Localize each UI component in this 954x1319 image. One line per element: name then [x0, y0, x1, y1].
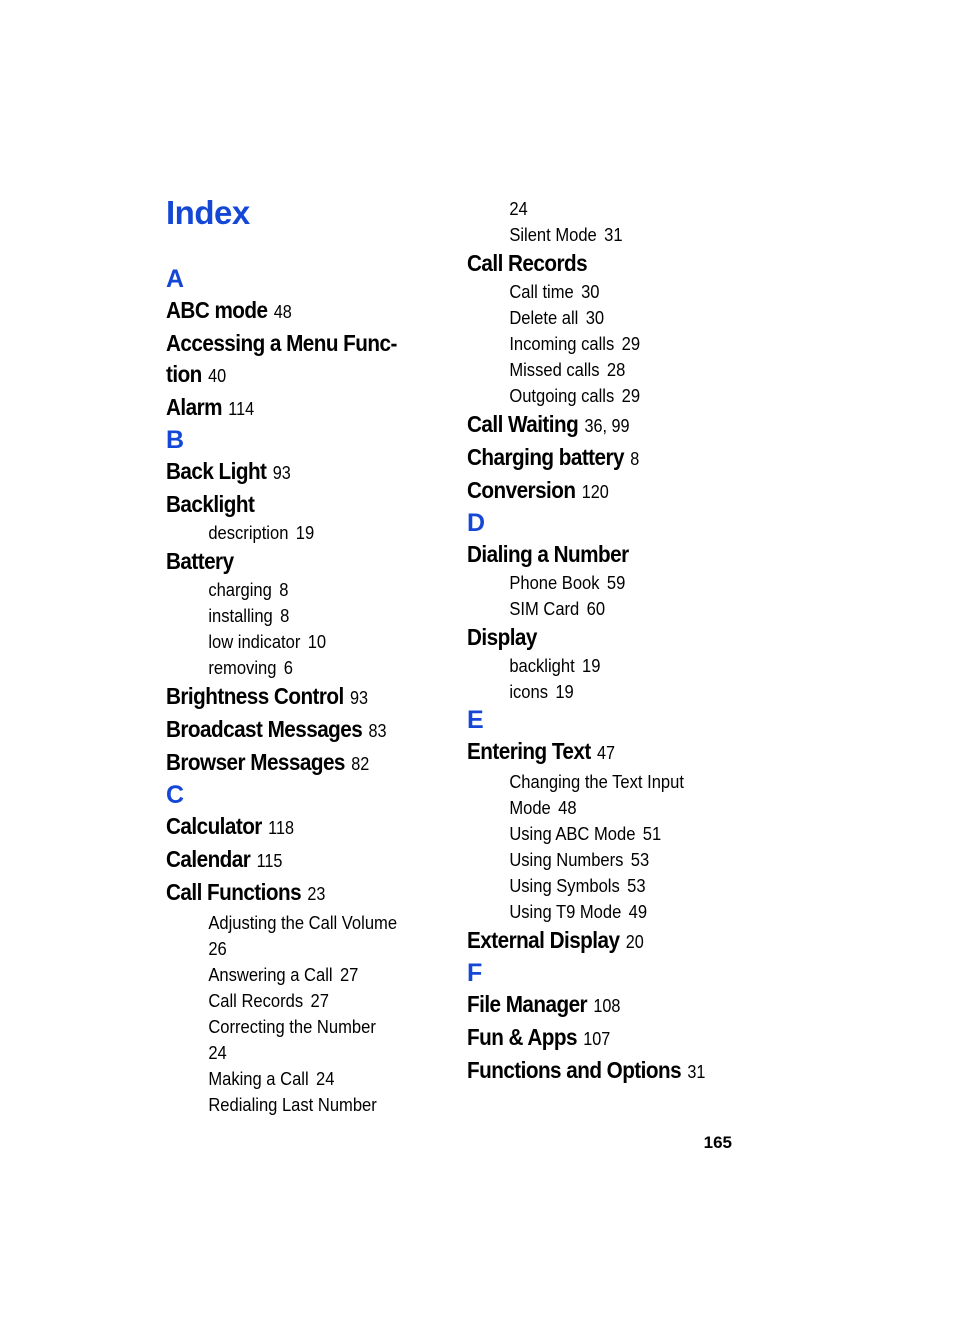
- subentry-page: 26: [208, 939, 227, 959]
- subentry-battery-removing: [166, 655, 433, 681]
- page-title: Index: [166, 194, 250, 231]
- subentry-text: Delete all: [509, 308, 579, 328]
- entry-brightness-control: [166, 681, 427, 714]
- entry-term: Alarm: [166, 394, 222, 420]
- subentry-page: 19: [295, 523, 315, 543]
- subentry-text: removing: [208, 658, 277, 678]
- subentry-battery-installing: [166, 603, 433, 629]
- entry-term: Accessing a Menu Func-: [166, 330, 397, 356]
- subentry-changing-text-input-mode: [467, 795, 734, 821]
- entry-page: 8: [630, 449, 640, 469]
- entry-page: 115: [256, 851, 283, 871]
- subentry-page: 6: [283, 658, 294, 678]
- entry-term: Calendar: [166, 846, 251, 872]
- entry-page: 114: [228, 399, 255, 419]
- entry-term: Functions and Options: [467, 1057, 682, 1083]
- subentry-page: 60: [586, 599, 606, 619]
- entry-call-waiting: [467, 409, 728, 442]
- subentry-delete-all: [467, 305, 734, 331]
- entry-dialing-number: [467, 539, 728, 570]
- entry-accessing-menu-line1: [166, 328, 427, 359]
- entry-term: Back Light: [166, 458, 267, 484]
- subentry-page: 19: [582, 656, 601, 676]
- subentry-phone-book: [467, 570, 734, 596]
- entry-conversion: [467, 475, 728, 508]
- subentry-page: 10: [307, 632, 327, 652]
- subentry-page: 48: [558, 798, 577, 818]
- subentry-page: 24: [208, 1043, 227, 1063]
- subentry-silent-mode: [467, 222, 734, 248]
- entry-page: 120: [581, 482, 609, 502]
- section-letter-c: C: [166, 781, 185, 809]
- subentry-page: 30: [581, 282, 600, 302]
- entry-page: 108: [593, 996, 621, 1016]
- entry-page: 48: [273, 302, 292, 322]
- subentry-page: 27: [310, 991, 329, 1011]
- subentry-text: charging: [208, 580, 272, 600]
- subentry-redialing-page: [467, 196, 734, 222]
- subentry-text: Mode: [509, 798, 551, 818]
- entry-display: [467, 622, 728, 653]
- subentry-display-backlight: [467, 653, 734, 679]
- entry-entering-text: [467, 736, 728, 769]
- subentry-page: 51: [642, 824, 662, 844]
- entry-term: File Manager: [467, 991, 588, 1017]
- subentry-text: Changing the Text Input: [509, 772, 684, 792]
- entry-page: 107: [583, 1029, 611, 1049]
- subentry-using-numbers: [467, 847, 734, 873]
- subentry-page: 30: [585, 308, 605, 328]
- subentry-backlight-description: [166, 520, 433, 546]
- entry-fun-apps: [467, 1022, 728, 1055]
- subentry-text: Outgoing calls: [509, 386, 615, 406]
- subentry-text: Call Records: [208, 991, 304, 1011]
- subentry-call-records: [166, 988, 433, 1014]
- subentry-page: 31: [604, 225, 623, 245]
- subentry-text: Adjusting the Call Volume: [208, 913, 398, 933]
- subentry-page: 29: [621, 334, 641, 354]
- subentry-page: 29: [621, 386, 641, 406]
- section-letter-b: B: [166, 426, 185, 454]
- entry-calendar: [166, 844, 427, 877]
- subentry-text: Using Symbols: [509, 876, 620, 896]
- subentry-text: description: [208, 523, 289, 543]
- subentry-page: 27: [339, 965, 359, 985]
- entry-term: Call Functions: [166, 879, 302, 905]
- subentry-text: Making a Call: [208, 1069, 309, 1089]
- entry-page: 36, 99: [584, 416, 630, 436]
- subentry-outgoing-calls: [467, 383, 734, 409]
- subentry-text: icons: [509, 682, 548, 702]
- subentry-page: 28: [606, 360, 626, 380]
- entry-page: 83: [368, 721, 387, 741]
- subentry-page: 53: [627, 876, 646, 896]
- subentry-using-symbols: [467, 873, 734, 899]
- entry-term: Call Records: [467, 250, 588, 276]
- entry-page: 118: [268, 818, 294, 838]
- entry-term: Browser Messages: [166, 749, 345, 775]
- subentry-page: 8: [280, 606, 290, 626]
- entry-external-display: [467, 925, 728, 958]
- section-letter-e: E: [467, 706, 484, 734]
- section-letter-a: A: [166, 265, 185, 293]
- entry-term: Call Waiting: [467, 411, 579, 437]
- section-letter-d: D: [467, 509, 486, 537]
- entry-term: External Display: [467, 927, 620, 953]
- subentry-page: 24: [316, 1069, 335, 1089]
- entry-alarm: [166, 392, 427, 425]
- entry-call-records: [467, 248, 728, 279]
- subentry-text: low indicator: [208, 632, 301, 652]
- entry-term: Broadcast Messages: [166, 716, 363, 742]
- subentry-page: 19: [555, 682, 574, 702]
- subentry-text: Using T9 Mode: [509, 902, 622, 922]
- right-column: [467, 196, 757, 1088]
- subentry-correcting-number: [166, 1014, 433, 1040]
- subentry-text: Using Numbers: [509, 850, 624, 870]
- subentry-page: 8: [279, 580, 289, 600]
- entry-term: Display: [467, 624, 537, 650]
- subentry-answering-call: [166, 962, 433, 988]
- subentry-display-icons: [467, 679, 734, 705]
- subentry-text: Incoming calls: [509, 334, 615, 354]
- subentry-redialing-last-number: [166, 1092, 433, 1118]
- subentry-incoming-calls: [467, 331, 734, 357]
- subentry-page: 53: [630, 850, 650, 870]
- subentry-text: Phone Book: [509, 573, 600, 593]
- entry-page: 40: [208, 366, 227, 386]
- subentry-text: Missed calls: [509, 360, 600, 380]
- left-column: [166, 192, 456, 1118]
- entry-page: 47: [597, 743, 616, 763]
- entry-page: 20: [625, 932, 644, 952]
- entry-browser-messages: [166, 747, 427, 780]
- subentry-text: Silent Mode: [509, 225, 597, 245]
- subentry-battery-charging: [166, 577, 433, 603]
- subentry-text: SIM Card: [509, 599, 580, 619]
- entry-page: 23: [307, 884, 326, 904]
- subentry-changing-text-input: [467, 769, 734, 795]
- entry-page: 82: [351, 754, 370, 774]
- entry-broadcast-messages: [166, 714, 427, 747]
- entry-battery: [166, 546, 427, 577]
- subentry-text: Using ABC Mode: [509, 824, 636, 844]
- subentry-adjusting-call-volume: [166, 910, 433, 936]
- entry-functions-options: [467, 1055, 728, 1088]
- entry-file-manager: [467, 989, 728, 1022]
- entry-term: Charging battery: [467, 444, 624, 470]
- subentry-making-call: [166, 1066, 433, 1092]
- entry-page: 31: [687, 1062, 706, 1082]
- subentry-page: 59: [606, 573, 626, 593]
- entry-backlight: [166, 489, 427, 520]
- subentry-text: Redialing Last Number: [208, 1095, 377, 1115]
- entry-calculator: [166, 811, 427, 844]
- subentry-battery-low-indicator: [166, 629, 433, 655]
- entry-term: Calculator: [166, 813, 262, 839]
- entry-back-light: [166, 456, 427, 489]
- subentry-text: Call time: [509, 282, 574, 302]
- subentry-adjusting-call-volume-page: [166, 936, 433, 962]
- entry-term: Fun & Apps: [467, 1024, 577, 1050]
- subentry-text: Answering a Call: [208, 965, 333, 985]
- entry-term: Entering Text: [467, 738, 591, 764]
- subentry-using-abc-mode: [467, 821, 734, 847]
- subentry-sim-card: [467, 596, 734, 622]
- entry-term: Brightness Control: [166, 683, 344, 709]
- subentry-page: 49: [628, 902, 648, 922]
- entry-call-functions: [166, 877, 427, 910]
- entry-term: ABC mode: [166, 297, 268, 323]
- subentry-correcting-number-page: [166, 1040, 433, 1066]
- subentry-page: 24: [509, 199, 528, 219]
- subentry-missed-calls: [467, 357, 734, 383]
- subentry-using-t9-mode: [467, 899, 734, 925]
- subentry-text: Correcting the Number: [208, 1017, 376, 1037]
- entry-term: Conversion: [467, 477, 576, 503]
- entry-accessing-menu-line2: [166, 359, 427, 392]
- page-number: 165: [703, 1133, 732, 1152]
- entry-page: 93: [350, 688, 369, 708]
- entry-abc-mode: [166, 295, 427, 328]
- entry-term: Backlight: [166, 491, 255, 517]
- entry-charging-battery: [467, 442, 728, 475]
- entry-term: tion: [166, 361, 202, 387]
- subentry-text: backlight: [509, 656, 575, 676]
- entry-term: Dialing a Number: [467, 541, 629, 567]
- entry-term: Battery: [166, 548, 234, 574]
- entry-page: 93: [272, 463, 291, 483]
- subentry-text: installing: [208, 606, 273, 626]
- section-letter-f: F: [467, 959, 483, 987]
- subentry-call-time: [467, 279, 734, 305]
